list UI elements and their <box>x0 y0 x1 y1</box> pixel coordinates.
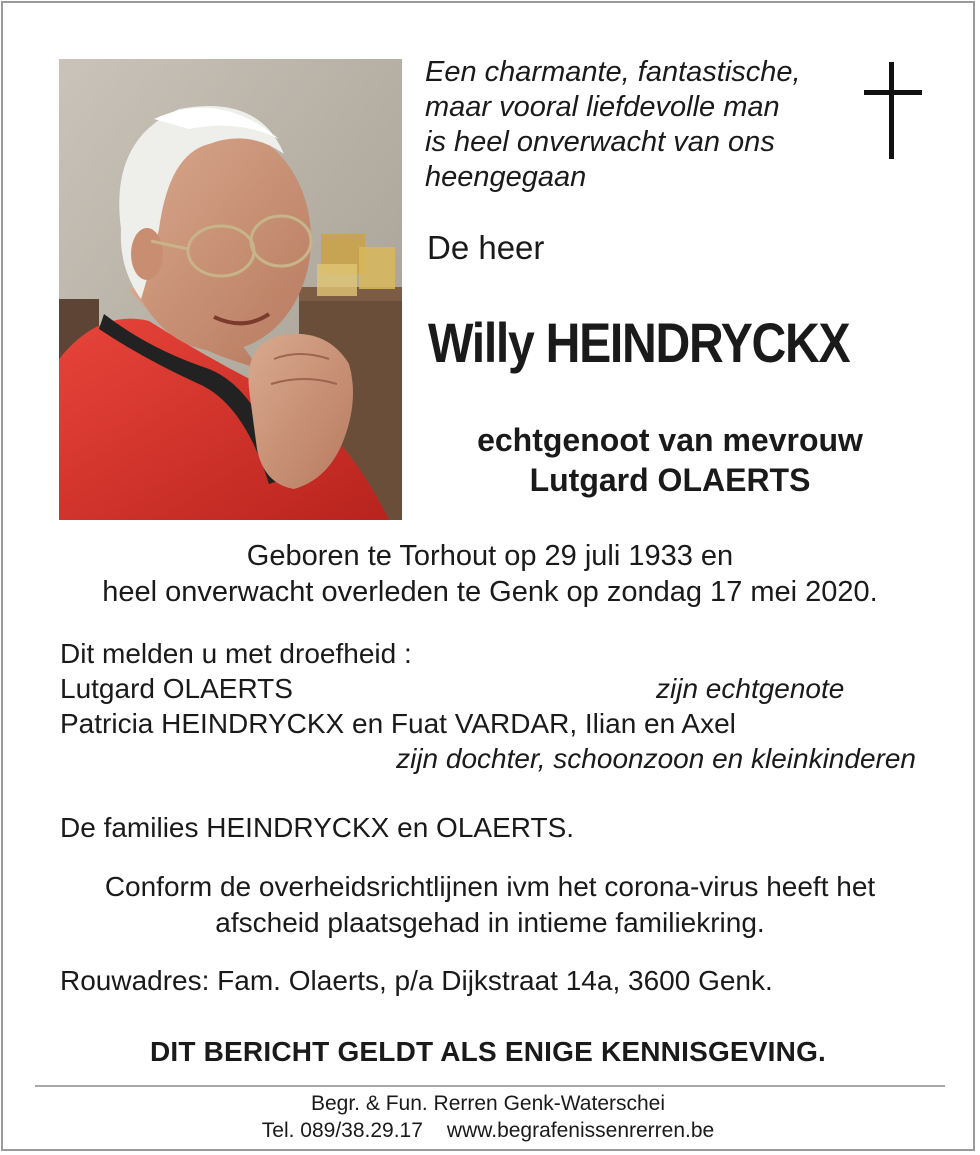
mourners-intro: Dit melden u met droefheid : <box>60 638 412 669</box>
salutation: De heer <box>427 229 545 266</box>
funeral-home-name: Begr. & Fun. Rerren Genk-Waterschei <box>310 1092 666 1115</box>
mourner-relation-row <box>60 741 920 776</box>
mourner-entry <box>60 706 920 741</box>
latin-cross-icon <box>864 62 922 159</box>
mourner-relation: zijn dochter, schoonzoon en kleinkinderen <box>396 743 916 774</box>
portrait-photo <box>59 59 402 520</box>
footer-divider <box>35 1085 945 1087</box>
spouse-name: Lutgard OLAERTS <box>529 462 811 498</box>
mourning-address: Rouwadres: Fam. Olaerts, p/a Dijkstraat 14a, 3600 Genk. <box>60 965 773 996</box>
families-line: De families HEINDRYCKX en OLAERTS. <box>60 812 575 843</box>
mourner-names: Patricia HEINDRYCKX en Fuat VARDAR, Ilian en Axel <box>60 708 736 739</box>
quote-line: maar vooral liefdevolle man <box>425 91 780 123</box>
website-link[interactable]: www.begrafenissenrerren.be <box>446 1119 715 1142</box>
footer <box>0 1090 976 1144</box>
corona-line: Conform de overheidsrichtlijnen ivm het corona-virus heeft het <box>104 871 876 902</box>
birth-death-text <box>0 538 980 610</box>
mourner-relation: zijn echtgenote <box>656 673 845 704</box>
mourners-list <box>60 636 920 776</box>
corona-notice <box>0 869 980 941</box>
quote-line: heengegaan <box>425 161 587 193</box>
opening-quote <box>425 55 845 195</box>
contact-line <box>0 1117 976 1144</box>
phone-number: Tel. 089/38.29.17 <box>261 1119 423 1142</box>
mourner-entry <box>60 671 920 706</box>
quote-line: is heel onverwacht van ons <box>425 126 775 158</box>
corona-line: afscheid plaatsgehad in intieme familiekring. <box>215 907 765 938</box>
spouse-block <box>420 420 920 500</box>
spouse-line: echtgenoot van mevrouw <box>477 422 863 458</box>
quote-line: Een charmante, fantastische, <box>425 56 801 88</box>
birth-line: Geboren te Torhout op 29 juli 1933 en <box>246 540 734 572</box>
mourner-names: Lutgard OLAERTS <box>60 673 293 704</box>
official-notice: DIT BERICHT GELDT ALS ENIGE KENNISGEVING. <box>149 1036 827 1067</box>
death-line: heel onverwacht overleden te Genk op zondag 17 mei 2020. <box>102 576 878 608</box>
deceased-name: Willy HEINDRYCKX <box>428 311 850 374</box>
